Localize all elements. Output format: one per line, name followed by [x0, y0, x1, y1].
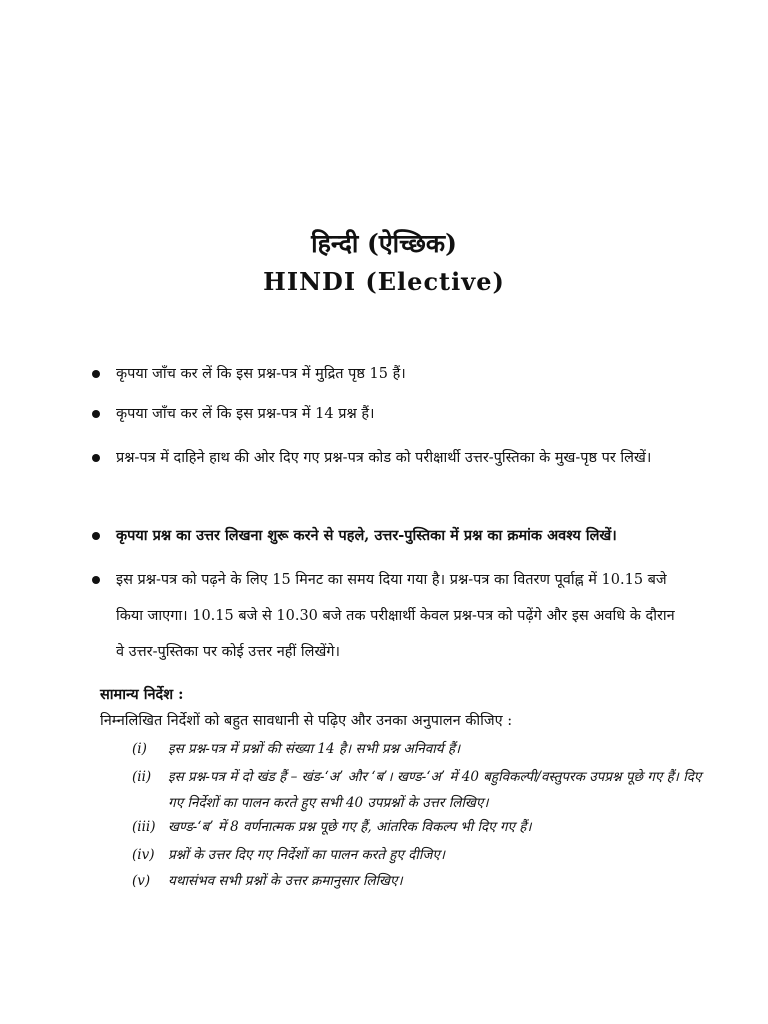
- page-title-hindi: हिन्दी (ऐच्छिक): [311, 229, 457, 258]
- instruction-text: खण्ड-‘ब’ में 8 वर्णनात्मक प्रश्न पूछे गए हैं, आंतरिक विकल्प भी दिए गए हैं।: [168, 819, 532, 835]
- instruction-text: इस प्रश्न-पत्र में दो खंड हैं – खंड-‘अ’ और ‘ब’। खण्ड-‘अ’ में 40 बहुविकल्पी/वस्तुपरक उपप्रश्न पूछे गए हैं। दिए गए निर्देशों का पालन करते हुए सभी 40 उपप्रश्नों के उत्तर लिखिए।: [168, 769, 702, 811]
- instruction-number: (iii): [132, 819, 156, 835]
- bullet-text: कृपया जाँच कर लें कि इस प्रश्न-पत्र में मुद्रित पृष्ठ 15 हैं।: [116, 366, 406, 382]
- instruction-number: (iv): [132, 847, 155, 863]
- instruction-text: यथासंभव सभी प्रश्नों के उत्तर क्रमानुसार लिखिए।: [168, 873, 403, 889]
- bullet-text: प्रश्न-पत्र में दाहिने हाथ की ओर दिए गए प्रश्न-पत्र कोड को परीक्षार्थी उत्तर-पुस्तिका के मुख-पृष्ठ पर लिखें।: [116, 450, 652, 466]
- bullet-icon: [92, 532, 100, 540]
- bullet-text: इस प्रश्न-पत्र को पढ़ने के लिए 15 मिनट का समय दिया गया है। प्रश्न-पत्र का वितरण पूर्वाह्न में 10.15 बजे किया जाएगा। 10.15 बजे से 10.30 बजे तक परीक्षार्थी केवल प्रश्न-पत्र को पढ़ेंगे और इस अवधि के दौरान वे उत्तर-पुस्तिका पर कोई उत्तर नहीं लिखेंगे।: [116, 572, 675, 660]
- instruction-text: इस प्रश्न-पत्र में प्रश्नों की संख्या 14 है। सभी प्रश्न अनिवार्य हैं।: [168, 741, 461, 757]
- bullet-text: कृपया प्रश्न का उत्तर लिखना शुरू करने से पहले, उत्तर-पुस्तिका में प्रश्न का क्रमांक अवश्य लिखें।: [116, 527, 617, 544]
- page-title-english: HINDI (Elective): [263, 267, 505, 296]
- bullet-icon: [92, 576, 100, 584]
- bullet-icon: [92, 454, 100, 462]
- instructions-heading: सामान्य निर्देश :: [100, 686, 184, 703]
- instructions-lead: निम्नलिखित निर्देशों को बहुत सावधानी से पढ़िए और उनका अनुपालन कीजिए :: [100, 713, 513, 729]
- instruction-number: (i): [132, 741, 147, 757]
- bullet-icon: [92, 370, 100, 378]
- instruction-number: (ii): [132, 769, 152, 785]
- instruction-text: प्रश्नों के उत्तर दिए गए निर्देशों का पालन करते हुए दीजिए।: [168, 847, 445, 863]
- bullet-text: कृपया जाँच कर लें कि इस प्रश्न-पत्र में 14 प्रश्न हैं।: [116, 406, 375, 422]
- bullet-icon: [92, 410, 100, 418]
- instruction-number: (v): [132, 873, 151, 889]
